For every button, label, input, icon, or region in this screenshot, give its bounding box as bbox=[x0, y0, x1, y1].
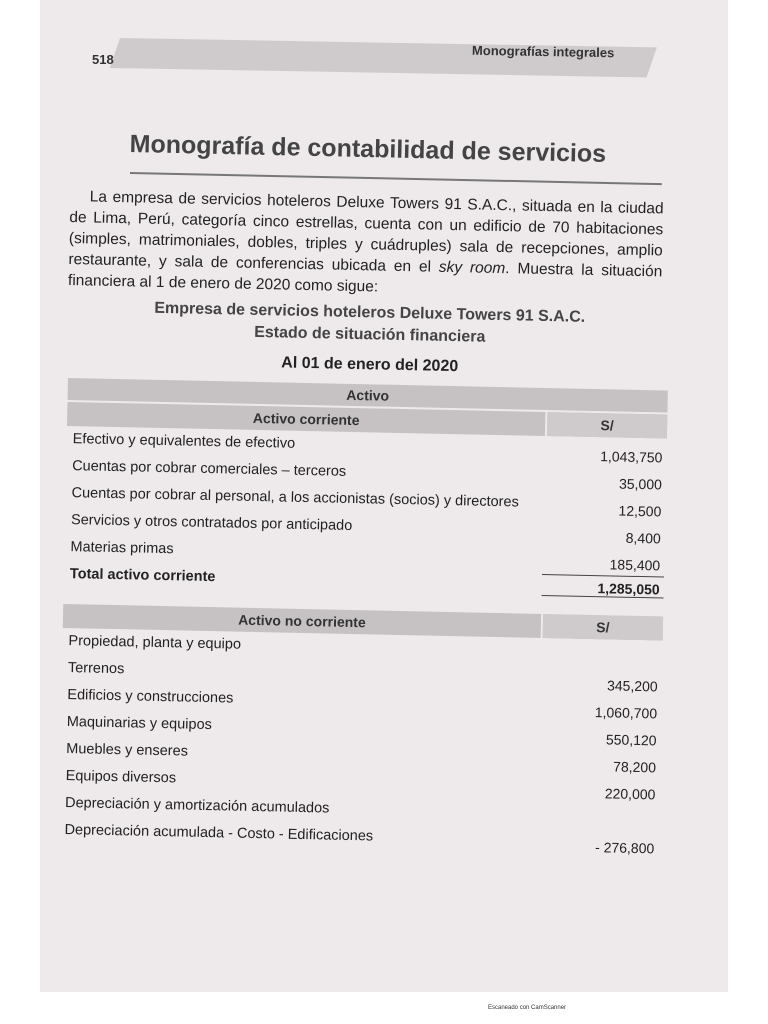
row-label: Servicios y otros contratados por anticipado bbox=[70, 512, 353, 534]
row-value: 345,200 bbox=[606, 677, 658, 695]
row-value: 78,200 bbox=[612, 758, 657, 776]
intro-paragraph bbox=[68, 186, 664, 303]
intro-text-end: . Muestra la situación financiera al 1 de enero de 2020 como sigue: bbox=[67, 260, 663, 296]
total-current-assets-value: 1,285,050 bbox=[542, 574, 664, 599]
row-label: Cuentas por cobrar al personal, a los accionistas (socios) y directores bbox=[71, 485, 519, 511]
statement-name: Estado de situación financiera bbox=[254, 323, 486, 346]
row-value: - 276,800 bbox=[594, 839, 655, 857]
scanner-watermark: Escaneado con CamScanner bbox=[488, 1005, 567, 1011]
row-value: 1,043,750 bbox=[600, 448, 663, 466]
row-label: Materias primas bbox=[70, 539, 174, 558]
row-label: Depreciación acumulada - Costo - Edificaciones bbox=[64, 822, 374, 845]
row-label: Cuentas por cobrar comerciales – terceros bbox=[71, 458, 347, 480]
row-label: Muebles y enseres bbox=[66, 741, 189, 760]
total-current-assets-label: Total activo corriente bbox=[69, 566, 216, 586]
intro-emphasis: sky room bbox=[438, 258, 506, 278]
row-value: 185,400 bbox=[609, 556, 661, 574]
row-label: Edificios y construcciones bbox=[67, 687, 234, 707]
page-number: 518 bbox=[92, 52, 114, 67]
row-value: 12,500 bbox=[618, 502, 662, 520]
row-value: 1,060,700 bbox=[594, 704, 658, 722]
row-label: Depreciación y amortización acumulados bbox=[64, 795, 330, 817]
row-value: 550,120 bbox=[605, 731, 657, 749]
row-label: Propiedad, planta y equipo bbox=[68, 633, 242, 653]
row-label: Maquinarias y equipos bbox=[66, 714, 213, 734]
current-assets-rows bbox=[64, 426, 667, 574]
row-label: Equipos diversos bbox=[65, 768, 177, 787]
row-value: 8,400 bbox=[625, 529, 661, 547]
statement-company: Empresa de servicios hoteleros Deluxe Towers 91 S.A.C. bbox=[154, 299, 586, 326]
activo-header: Activo bbox=[68, 378, 668, 413]
noncurrent-assets-currency: S/ bbox=[543, 614, 663, 641]
noncurrent-assets-rows bbox=[58, 628, 662, 857]
row-label: Terrenos bbox=[67, 660, 125, 678]
intro-text-start: La empresa de servicios hoteleros Deluxe Towers 91 S.A.C., situada en la ciudad de Lima, Perú, categoría cinco estrellas, cuenta con un edificio de 70 habitaciones (simples, matrimoniales, dobles, triples y cuádruples) sala de recepciones, amplio restaurante, y sala de conferencias ubicada en el bbox=[68, 188, 664, 276]
row-value: 220,000 bbox=[604, 785, 656, 803]
row-value: 35,000 bbox=[618, 475, 663, 493]
chapter-title: Monografía de contabilidad de servicios bbox=[129, 130, 607, 168]
current-assets-currency: S/ bbox=[547, 412, 667, 439]
noncurrent-assets-label: Activo no corriente bbox=[63, 604, 543, 638]
statement-date: Al 01 de enero del 2020 bbox=[281, 354, 459, 376]
row-label: Efectivo y equivalentes de efectivo bbox=[72, 431, 296, 452]
running-header-title: Monografías integrales bbox=[471, 42, 615, 61]
balance-sheet-table bbox=[58, 378, 668, 856]
current-assets-label: Activo corriente bbox=[67, 402, 547, 436]
